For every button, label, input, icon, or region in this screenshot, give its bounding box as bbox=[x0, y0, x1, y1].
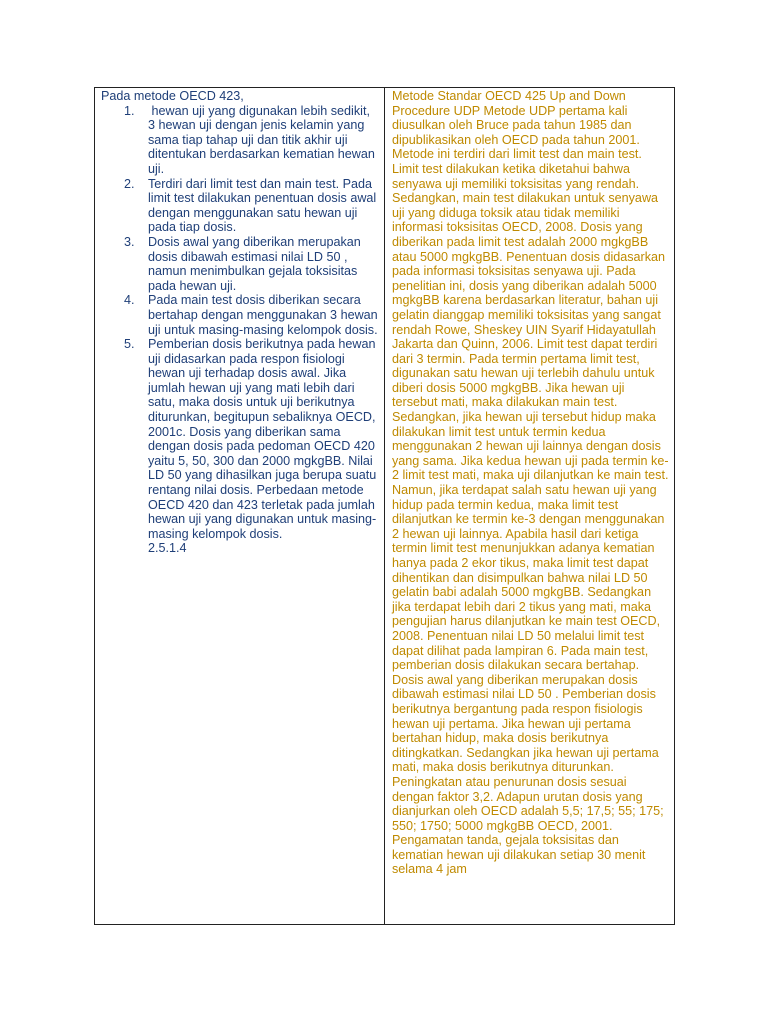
list-item-number: 4. bbox=[124, 293, 135, 308]
list-item-text: Pemberian dosis berikutnya pada hewan uji didasarkan pada respon fisiologi hewan uji terhadap dosis awal. Jika jumlah hewan uji yang mati lebih dari satu, maka dosis untuk uji berikutnya diturunkan, begitupun sebaliknya OECD, 2001c. Dosis yang diberikan sama dengan dosis pada pedoman OECD 420 yaitu 5, 50, 300 dan 2000 mgkgBB. Nilai LD 50 yang dihasilkan juga berupa suatu rentang nilai dosis. Perbedaan metode OECD 420 dan 423 terletak pada jumlah hewan uji yang digunakan untuk masing-masing kelompok dosis. bbox=[148, 337, 377, 541]
right-column-oecd-425 bbox=[385, 88, 674, 924]
list-item-number: 1. bbox=[124, 103, 135, 118]
list-item bbox=[101, 177, 380, 235]
oecd-425-paragraph: Metode Standar OECD 425 Up and Down Procedure UDP Metode UDP pertama kali diusulkan oleh Bruce pada tahun 1985 dan dipublikasikan oleh OECD pada tahun 2001. Metode ini terdiri dari limit test dan main test. Limit test dilakukan ketika diketahui bahwa senyawa uji memiliki toksisitas yang rendah. Sedangkan, main test dilakukan untuk senyawa uji yang diduga toksik atau tidak memiliki informasi toksisitas OECD, 2008. Dosis yang diberikan pada limit test adalah 2000 mgkgBB atau 5000 mgkgBB. Penentuan dosis didasarkan pada informasi toksisitas senyawa uji. Pada penelitian ini, dosis yang diberikan adalah 5000 mgkgBB karena berdasarkan literatur, bahan uji gelatin dianggap memiliki toksisitas yang sangat rendah Rowe, Sheskey UIN Syarif Hidayatullah Jakarta dan Quinn, 2006. Limit test dapat terdiri dari 3 termin. Pada termin pertama limit test, digunakan satu hewan uji terlebih dahulu untuk diberi dosis 5000 mgkgBB. Jika hewan uji tersebut mati, maka dilakukan main test. Sedangkan, jika hewan uji tersebut hidup maka dilakukan limit test untuk termin kedua menggunakan 2 hewan uji lainnya dengan dosis yang sama. Jika kedua hewan uji pada termin ke-2 limit test mati, maka uji dilanjutkan ke main test. Namun, jika terdapat salah satu hewan uji yang hidup pada termin kedua, maka limit test dilanjutkan ke termin ke-3 dengan menggunakan 2 hewan uji lainnya. Apabila hasil dari ketiga termin limit test menunjukkan adanya kematian hanya pada 2 ekor tikus, maka limit test dapat dihentikan dan disimpulkan bahwa nilai LD 50 gelatin babi adalah 5000 mgkgBB. Sedangkan jika terdapat lebih dari 2 tikus yang mati, maka pengujian harus dilanjutkan ke main test OECD, 2008. Penentuan nilai LD 50 melalui limit test dapat dilihat pada lampiran 6. Pada main test, pemberian dosis dilakukan secara bertahap. Dosis awal yang diberikan merupakan dosis dibawah estimasi nilai LD 50 . Pemberian dosis berikutnya bergantung pada respon fisiologis hewan uji pertama. Jika hewan uji pertama bertahan hidup, maka dosis berikutnya ditingkatkan. Sedangkan jika hewan uji pertama mati, maka dosis berikutnya diturunkan. Peningkatan atau penurunan dosis sesuai dengan faktor 3,2. Adapun urutan dosis yang dianjurkan oleh OECD adalah 5,5; 17,5; 55; 175; 550; 1750; 5000 mgkgBB OECD, 2001. Pengamatan tanda, gejala toksisitas dan kematian hewan uji dilakukan setiap 30 menit selama 4 jam bbox=[392, 89, 669, 877]
list-item-text: Terdiri dari limit test dan main test. Pada limit test dilakukan penentuan dosis awal dengan menggunakan satu hewan uji pada tiap dosis. bbox=[148, 176, 377, 235]
list-item-number: 5. bbox=[124, 337, 135, 352]
left-intro: Pada metode OECD 423, bbox=[101, 89, 244, 103]
list-item bbox=[101, 104, 380, 177]
comparison-table bbox=[94, 87, 675, 925]
list-item-text: Pada main test dosis diberikan secara bertahap dengan menggunakan 3 hewan uji untuk masing-masing kelompok dosis. bbox=[148, 293, 378, 337]
list-item-number: 3. bbox=[124, 234, 135, 249]
left-column-oecd-423 bbox=[95, 88, 385, 924]
list-item bbox=[101, 293, 380, 337]
list-item-text: hewan uji yang digunakan lebih sedikit, 3 hewan uji dengan jenis kelamin yang sama tiap tahap uji dan titik akhir uji ditentukan berdasarkan kematian hewan uji. bbox=[148, 103, 379, 176]
list-item bbox=[101, 337, 380, 541]
list-item-text: Dosis awal yang diberikan merupakan dosis dibawah estimasi nilai LD 50 , namun menimbulkan gejala toksisitas pada hewan uji. bbox=[148, 234, 361, 293]
oecd-423-list bbox=[101, 104, 380, 542]
list-item bbox=[101, 235, 380, 293]
list-item-number: 2. bbox=[124, 176, 135, 191]
section-number: 2.5.1.4 bbox=[148, 541, 187, 556]
